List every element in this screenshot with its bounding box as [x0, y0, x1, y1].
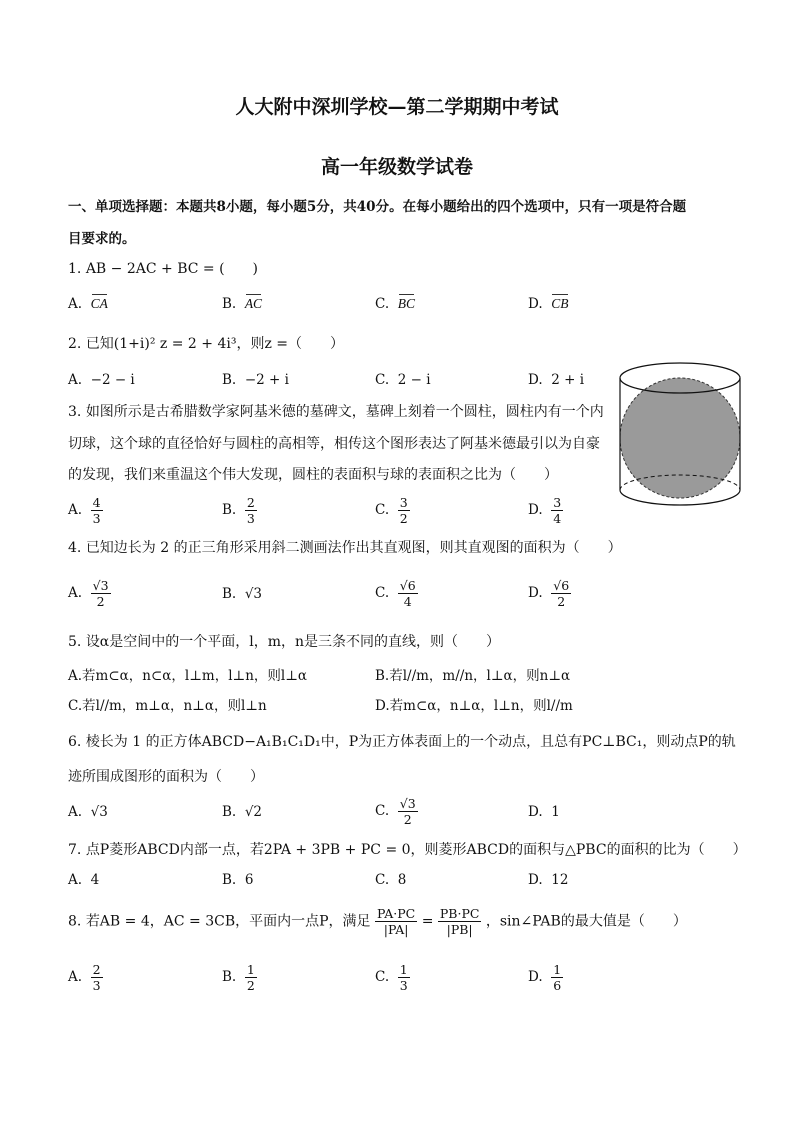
q2-option-c: C. 2 − i — [375, 372, 431, 388]
q1-option-b: B. AC — [222, 296, 263, 312]
q8-option-c: C. $\frac{1}{3}$ — [375, 962, 408, 993]
q6-option-d: D. 1 — [528, 804, 560, 820]
question-stem: 已知(1+i)² z = 2 + 4i³，则z =（ ） — [85, 336, 345, 352]
q7-option-a: A. 4 — [68, 872, 100, 888]
question-6-line1: 6. 棱长为 1 的正方体ABCD−A₁B₁C₁D₁中，P为正方体表面上的一个动点，且总有PC⊥BC₁，则动点P的轨 — [68, 734, 736, 750]
question-stem: AB − 2AC + BC = ( ) — [85, 261, 259, 277]
q6-option-a: A. √3 — [68, 804, 108, 820]
q1-option-a: A. CA — [68, 296, 108, 312]
section-heading-line2: 目要求的。 — [68, 231, 136, 247]
q1-option-d: D. CB — [528, 296, 569, 312]
q1-option-c: C. BC — [375, 296, 415, 312]
question-3-line2: 切球，这个球的直径恰好与圆柱的高相等，相传这个图形表达了阿基米德最引以为自豪 — [68, 436, 600, 452]
question-number: 1. — [68, 261, 82, 277]
question-4: 4. 已知边长为 2 的正三角形采用斜二测画法作出其直观图，则其直观图的面积为（ ） — [68, 540, 622, 556]
q5-option-c: C.若l//m，m⊥α，n⊥α，则l⊥n — [68, 698, 267, 714]
q3-option-a: A. $\frac{4}{3}$ — [68, 495, 101, 526]
q4-option-d: D. $\frac{√6}{2}$ — [528, 578, 570, 609]
question-1 — [68, 259, 258, 279]
question-6-line2: 迹所围成图形的面积为（ ） — [68, 769, 264, 785]
q5-option-b: B.若l//m，m//n，l⊥α，则n⊥α — [375, 668, 571, 684]
q5-option-a: A.若m⊂α，n⊂α，l⊥m，l⊥n，则l⊥α — [68, 668, 308, 684]
q5-option-d: D.若m⊂α，n⊥α，l⊥n，则l//m — [375, 698, 573, 714]
q6-option-b: B. √2 — [222, 804, 263, 820]
q2-option-a: A. −2 − i — [68, 372, 135, 388]
q6-option-c: C. $\frac{√3}{2}$ — [375, 796, 416, 827]
inscribed-sphere — [620, 378, 740, 498]
question-8: 8. 若AB = 4，AC = 3CB，平面内一点P，满足 $\frac{PA\cdot PC}{|PA|}$ = $\frac{PB\cdot PC}{|PB|}$ ，sin∠PAB的最大值是（ ） — [68, 906, 687, 937]
question-7: 7. 点P菱形ABCD内部一点，若2PA + 3PB + PC = 0，则菱形ABCD的面积与△PBC的面积的比为（ ） — [68, 842, 747, 858]
school-title: 人大附中深圳学校—第二学期期中考试 — [235, 96, 559, 118]
q4-option-b: B. √3 — [222, 586, 263, 602]
cylinder-sphere-figure — [618, 358, 744, 510]
q4-option-a: A. $\frac{√3}{2}$ — [68, 578, 109, 609]
question-5: 5. 设α是空间中的一个平面，l，m，n是三条不同的直线，则（ ） — [68, 634, 501, 650]
q8-option-d: D. $\frac{1}{6}$ — [528, 962, 562, 993]
q7-option-c: C. 8 — [375, 872, 407, 888]
q2-option-b: B. −2 + i — [222, 372, 289, 388]
q3-option-d: D. $\frac{3}{4}$ — [528, 495, 562, 526]
q8-option-a: A. $\frac{2}{3}$ — [68, 962, 101, 993]
paper-title: 高一年级数学试卷 — [320, 156, 473, 178]
q2-option-d: D. 2 + i — [528, 372, 585, 388]
question-2: 2. 已知(1+i)² z = 2 + 4i³，则z =（ ） — [68, 336, 345, 352]
question-3-line1: 3. 如图所示是古希腊数学家阿基米德的墓碑文，墓碑上刻着一个圆柱，圆柱内有一个内 — [68, 404, 604, 420]
q3-option-c: C. $\frac{3}{2}$ — [375, 495, 408, 526]
q7-option-d: D. 12 — [528, 872, 569, 888]
q3-option-b: B. $\frac{2}{3}$ — [222, 495, 255, 526]
q8-option-b: B. $\frac{1}{2}$ — [222, 962, 255, 993]
q7-option-b: B. 6 — [222, 872, 254, 888]
q4-option-c: C. $\frac{√6}{4}$ — [375, 578, 416, 609]
question-3-line3: 的发现，我们来重温这个伟大发现，圆柱的表面积与球的表面积之比为（ ） — [68, 467, 558, 483]
section-heading-line1: 一、单项选择题：本题共8小题，每小题5分，共40分。在每小题给出的四个选项中，只有一项是符合题 — [68, 199, 687, 215]
